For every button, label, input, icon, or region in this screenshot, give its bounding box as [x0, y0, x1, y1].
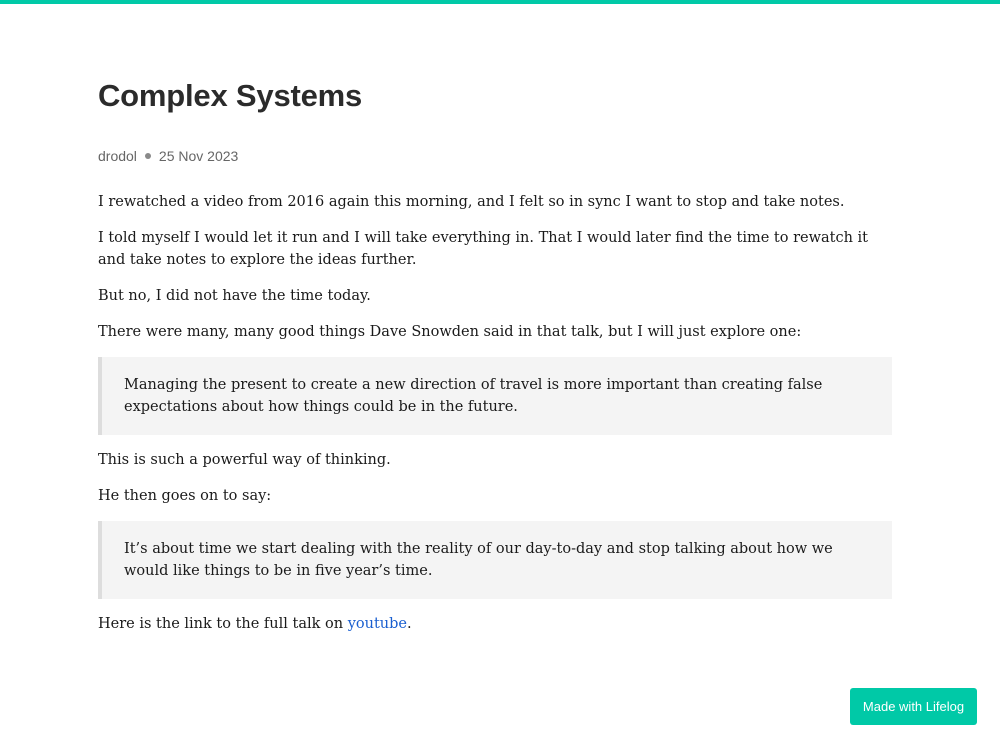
post-date: 25 Nov 2023 — [158, 148, 239, 164]
top-accent-bar — [0, 0, 1000, 4]
article — [98, 76, 892, 649]
closing-paragraph — [98, 613, 892, 635]
post-author: drodol — [98, 148, 137, 164]
paragraph: This is such a powerful way of thinking. — [98, 452, 391, 468]
blockquote-2: It’s about time we start dealing with the reality of our day-to-day and stop talking about how we would like things to be in five year’s time. — [98, 521, 892, 599]
paragraph: I rewatched a video from 2016 again this morning, and I felt so in sync I want to stop and take notes. — [98, 194, 845, 210]
paragraph: But no, I did not have the time today. — [98, 288, 371, 304]
paragraph: He then goes on to say: — [98, 488, 272, 504]
paragraph: I told myself I would let it run and I will take everything in. That I would later find the time to rewatch it and take notes to explore the ideas further. — [98, 230, 869, 268]
post-content — [98, 191, 892, 635]
post-meta — [98, 146, 892, 166]
youtube-link[interactable]: youtube — [347, 616, 407, 632]
closing-text: Here is the link to the full talk on — [98, 616, 348, 632]
made-with-lifelog-button[interactable]: Made with Lifelog — [850, 688, 977, 725]
post-title: Complex Systems — [98, 78, 363, 113]
meta-separator-dot — [145, 153, 151, 159]
paragraph: There were many, many good things Dave Snowden said in that talk, but I will just explore one: — [98, 324, 802, 340]
closing-period: . — [407, 616, 412, 632]
blockquote-1: Managing the present to create a new direction of travel is more important than creating false expectations about how things could be in the future. — [98, 357, 892, 435]
